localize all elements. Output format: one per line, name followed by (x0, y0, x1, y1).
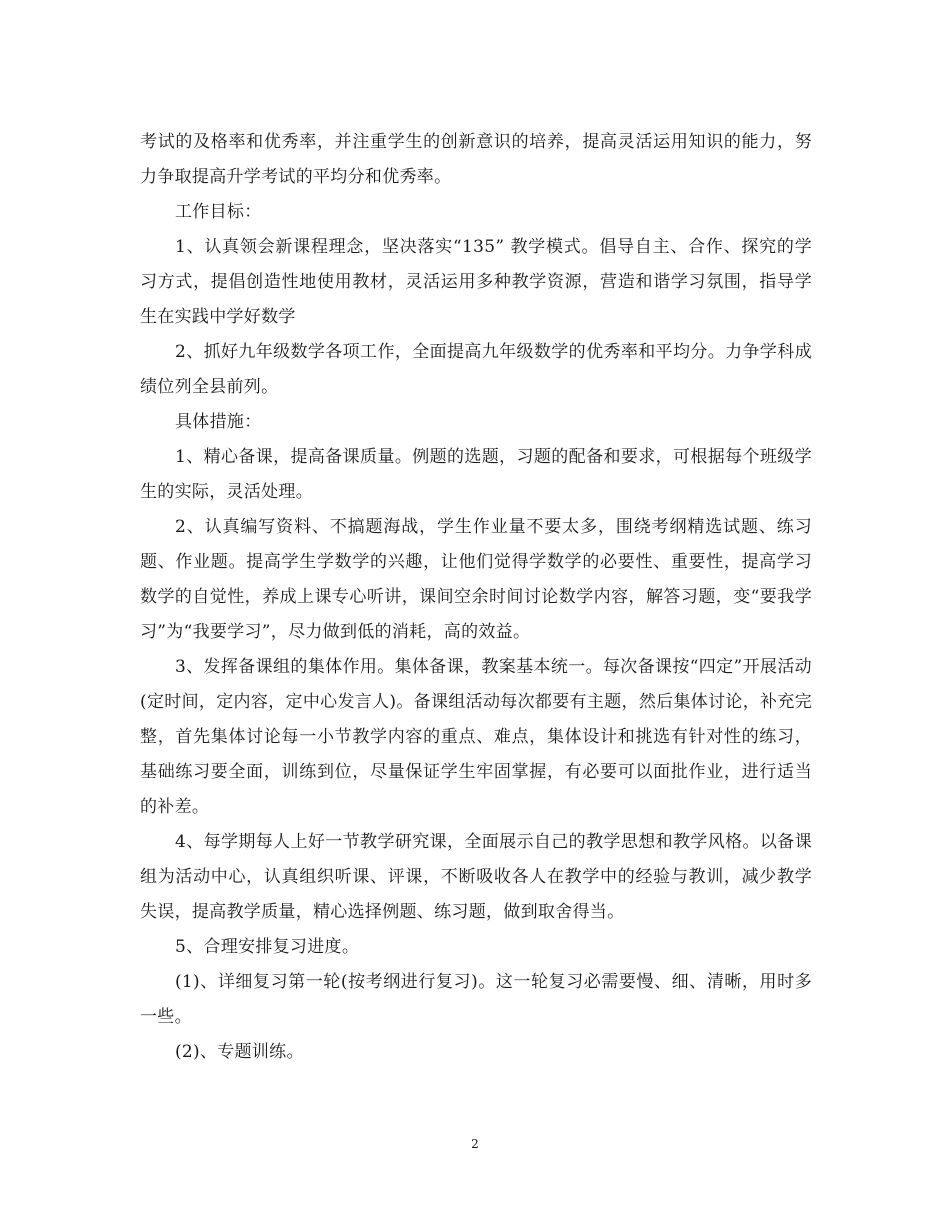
paragraph-goal-2: 2、抓好九年级数学各项工作，全面提高九年级数学的优秀率和平均分。力争学科成绩位列全县前列。 (140, 342, 812, 397)
paragraph-measure-4: 4、每学期每人上好一节教学研究课，全面展示自己的教学思想和教学风格。以备课组为活动中心，认真组织听课、评课，不断吸收各人在教学中的经验与教训，减少教学失误，提高教学质量，精心选择例题、练习题，做到取舍得当。 (140, 832, 812, 922)
document-body (140, 125, 812, 1070)
heading-work-goals: 工作目标： (175, 202, 262, 222)
paragraph-measure-3: 3、发挥备课组的集体作用。集体备课，教案基本统一。每次备课按“四定”开展活动(定时间，定内容，定中心发言人)。备课组活动每次都要有主题，然后集体讨论，补充完整，首先集体讨论每一小节教学内容的重点、难点，集体设计和挑选有针对性的练习，基础练习要全面，训练到位，尽量保证学生牢固掌握，有必要可以面批作业，进行适当的补差。 (140, 657, 812, 817)
paragraph-measure-1: 1、精心备课，提高备课质量。例题的选题，习题的配备和要求，可根据每个班级学生的实际，灵活处理。 (140, 447, 812, 502)
paragraph-measure-5: 5、合理安排复习进度。 (175, 937, 360, 957)
paragraph-measure-2: 2、认真编写资料、不搞题海战，学生作业量不要太多，围绕考纲精选试题、练习题、作业题。提高学生学数学的兴趣，让他们觉得学数学的必要性、重要性，提高学习数学的自觉性，养成上课专心听讲，课间空余时间讨论数学内容，解答习题，变“要我学习”为“我要学习”，尽力做到低的消耗，高的效益。 (140, 517, 812, 642)
paragraph-goal-1: 1、认真领会新课程理念，坚决落实“135” 教学模式。倡导自主、合作、探究的学习方式，提倡创造性地使用教材，灵活运用多种教学资源，营造和谐学习氛围，指导学生在实践中学好数学 (140, 237, 812, 327)
heading-specific-measures: 具体措施： (175, 412, 262, 432)
paragraph-continuation: 考试的及格率和优秀率，并注重学生的创新意识的培养，提高灵活运用知识的能力，努力争取提高升学考试的平均分和优秀率。 (140, 132, 812, 187)
page-number: 2 (471, 1137, 479, 1151)
paragraph-review-round-2: (2)、专题训练。 (175, 1042, 304, 1062)
paragraph-review-round-1: (1)、详细复习第一轮(按考纲进行复习)。这一轮复习必需要慢、细、清晰，用时多一些。 (140, 972, 812, 1027)
